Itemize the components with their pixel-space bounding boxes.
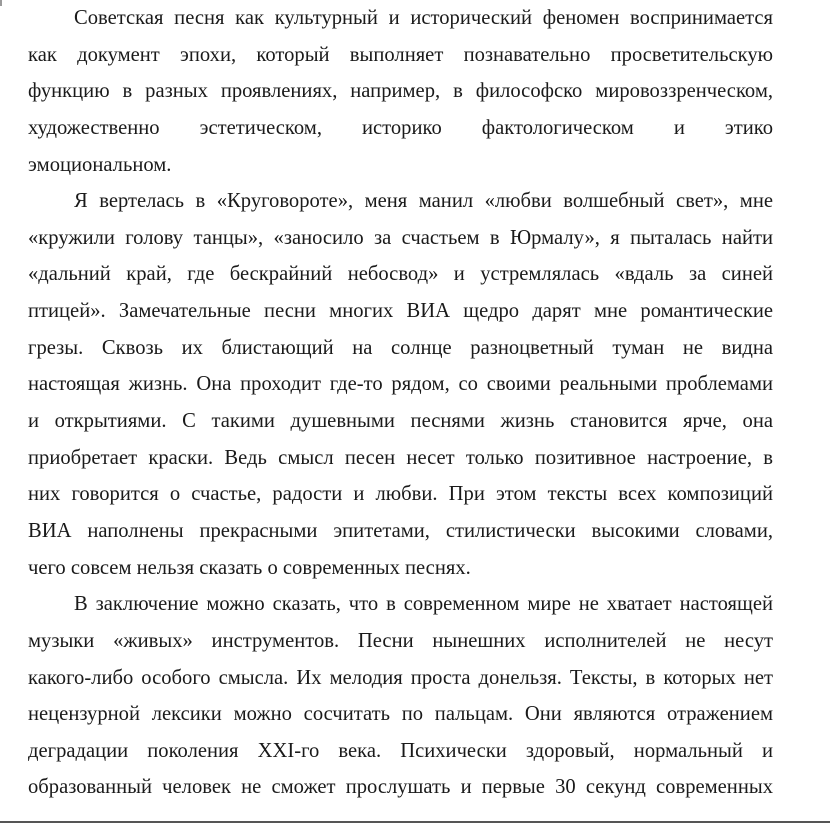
paragraph-2-line-5: грезы. Сквозь их блистающий на солнце разноцветный туман не видна [28, 336, 773, 359]
paragraph-3-line-5: деградации поколения XXI-го века. Психически здоровый, нормальный и [28, 739, 773, 762]
paragraph-3-line-1: В заключение можно сказать, что в современном мире не хватает настоящей [74, 593, 773, 616]
paragraph-2-line-1: Я вертелась в «Круговороте», меня манил «любви волшебный свет», мне [74, 190, 773, 213]
paragraph-2-line-10: ВИА наполнены прекрасными эпитетами, стилистически высокими словами, [28, 519, 773, 542]
paragraph-2-line-2: «кружили голову танцы», «заносило за счастьем в Юрмалу», я пыталась найти [28, 226, 773, 249]
paragraph-1-line-5: эмоциональном. [28, 153, 172, 176]
paragraph-2-line-11: чего совсем нельзя сказать о современных песнях. [28, 556, 471, 579]
paragraph-3-line-4: нецензурной лексики можно сосчитать по пальцам. Они являются отражением [28, 703, 773, 726]
paragraph-2-line-7: и открытиями. С такими душевными песнями жизнь становится ярче, она [28, 410, 773, 433]
paragraph-2-line-9: них говорится о счастье, радости и любви. При этом тексты всех композиций [28, 483, 773, 506]
paragraph-1-line-2: как документ эпохи, который выполняет познавательно просветительскую [28, 43, 773, 66]
paragraph-3-line-6: образованный человек не сможет прослушать и первые 30 секунд современных [28, 776, 773, 799]
paragraph-1-line-4: художественно эстетическом, историко фактологическом и этико [28, 116, 773, 139]
paragraph-1-line-3: функцию в разных проявлениях, например, в философско мировоззренческом, [28, 80, 773, 103]
document-body [28, 0, 773, 806]
page-corner-mark [0, 0, 2, 6]
paragraph-3-line-2: музыки «живых» инструментов. Песни нынешних исполнителей не несут [28, 629, 773, 652]
paragraph-2-line-3: «дальний край, где бескрайний небосвод» и устремлялась «вдаль за синей [28, 263, 773, 286]
paragraph-2-line-6: настоящая жизнь. Она проходит где-то рядом, со своими реальными проблемами [28, 373, 773, 396]
paragraph-1-line-1: Советская песня как культурный и исторический феномен воспринимается [74, 7, 773, 29]
paragraph-2-line-8: приобретает краски. Ведь смысл песен несет только позитивное настроение, в [28, 446, 773, 469]
paragraph-2-line-4: птицей». Замечательные песни многих ВИА щедро дарят мне романтические [28, 300, 773, 323]
paragraph-3-line-3: какого-либо особого смысла. Их мелодия проста донельзя. Тексты, в которых нет [28, 666, 773, 689]
